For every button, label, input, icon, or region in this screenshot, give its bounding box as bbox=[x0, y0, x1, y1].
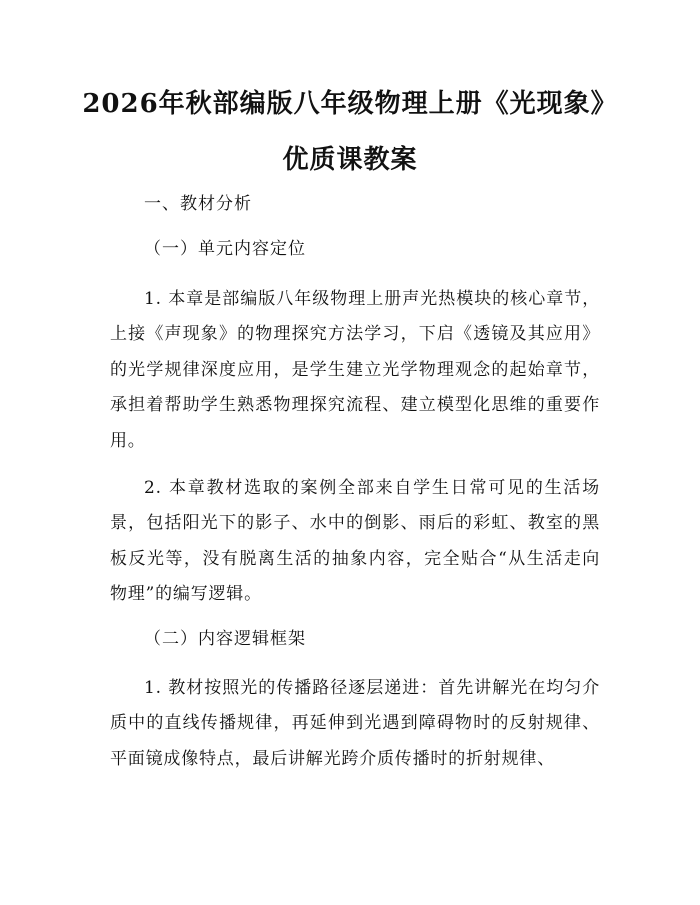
paragraph-content-framework-1: 1. 教材按照光的传播路径逐层递进：首先讲解光在均匀介质中的直线传播规律，再延伸到光遇到障碍物时的反射规律、平面镜成像特点，最后讲解光跨介质传播时的折射规律、 bbox=[110, 678, 600, 769]
paragraph-unit-positioning-1: 1. 本章是部编版八年级物理上册声光热模块的核心章节，上接《声现象》的物理探究方法学习，下启《透镜及其应用》的光学规律深度应用，是学生建立光学物理观念的起始章节，承担着帮助学生熟悉物理探究流程、建立模型化思维的重要作用。 bbox=[110, 289, 600, 451]
paragraph-unit-positioning-2: 2. 本章教材选取的案例全部来自学生日常可见的生活场景，包括阳光下的影子、水中的倒影、雨后的彩虹、教室的黑板反光等，没有脱离生活的抽象内容，完全贴合“从生活走向物理”的编写逻辑。 bbox=[110, 478, 600, 605]
subsection-heading-content-framework: （二）内容逻辑框架 bbox=[144, 629, 306, 649]
document-title-line-2: 优质课教案 bbox=[282, 145, 418, 175]
document-title-line-1: 2026年秋部编版八年级物理上册《光现象》 bbox=[82, 89, 618, 119]
section-heading-textbook-analysis: 一、教材分析 bbox=[144, 194, 252, 214]
subsection-heading-unit-positioning: （一）单元内容定位 bbox=[144, 239, 306, 259]
